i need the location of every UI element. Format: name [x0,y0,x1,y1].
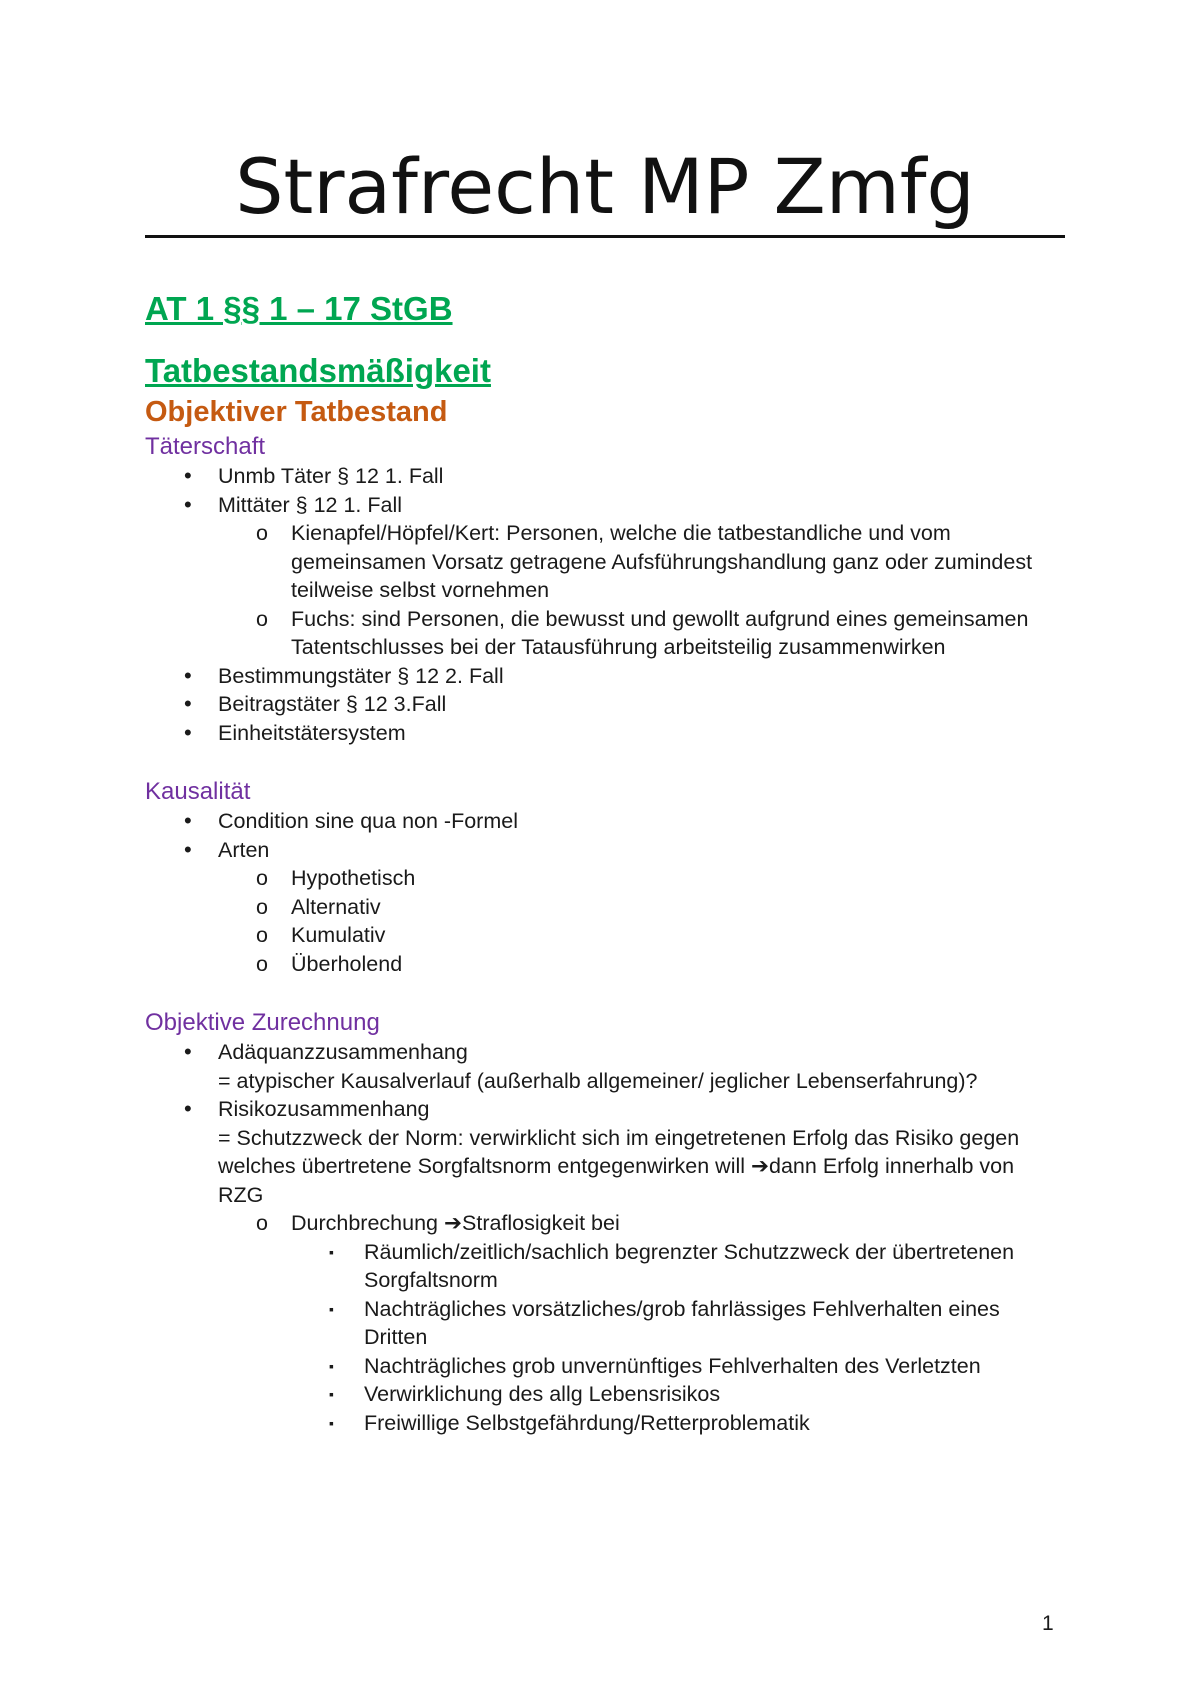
heading-objektiver-tatbestand: Objektiver Tatbestand [145,396,448,428]
page-number: 1 [1042,1612,1054,1635]
list-item-text [218,1124,1065,1210]
square-bullet-icon: ▪ [329,1357,334,1374]
document-title: Strafrecht MP Zmfg [145,143,1065,238]
list-item-title: Risikozusammenhang [218,1097,430,1121]
risiko-text-b: dann Erfolg innerhalb von RZG [218,1154,1015,1207]
list-item [145,719,1065,748]
durchbrechung-text-a: Durchbrechung [291,1211,444,1235]
circle-bullet-icon: o [256,606,268,631]
kausalitaet-list [145,807,1065,978]
circle-bullet-icon: o [256,521,268,545]
list-item-text: Überholend [291,951,403,976]
list-item-text: Alternativ [291,894,381,919]
heading-taeterschaft: Täterschaft [145,433,266,460]
list-item [145,1095,1065,1437]
list-item [291,1352,1065,1381]
arrow-right-icon: ➔ [443,1211,462,1235]
list-item [145,662,1065,691]
heading-kausalitaet: Kausalität [145,778,251,805]
list-item-text: Kumulativ [291,923,386,947]
arten-sublist [218,864,1065,978]
bullet-icon: • [184,1039,192,1064]
taeterschaft-list [145,462,1065,747]
durchbrechung-sublist [291,1238,1065,1438]
list-item [145,1038,1065,1095]
circle-bullet-icon: o [256,894,268,919]
list-item [291,1295,1065,1352]
list-item-text: Nachträgliches grob unvernünftiges Fehlverhalten des Verletzten [364,1353,981,1378]
list-item [218,1209,1065,1437]
list-item [218,864,1065,893]
list-item-text: Fuchs: sind Personen, die bewusst und gewollt aufgrund eines gemeinsamen Tatentschlusses bei der Tatausführung arbeitsteilig zusammenwirken [291,606,1029,659]
list-item-text: Condition sine qua non -Formel [218,809,518,833]
bullet-icon: • [184,662,192,688]
circle-bullet-icon: o [256,866,268,890]
list-item-title: Adäquanzzusammenhang [218,1040,468,1064]
square-bullet-icon: ▪ [329,1414,334,1431]
list-item [145,836,1065,979]
list-item [145,690,1065,719]
bullet-icon: • [184,491,192,517]
list-item-text: Arten [218,837,270,862]
square-bullet-icon: ▪ [329,1300,334,1317]
circle-bullet-icon: o [256,951,268,976]
circle-bullet-icon: o [256,923,268,947]
list-item [145,491,1065,662]
list-item-text: Nachträgliches vorsätzliches/grob fahrlässiges Fehlverhalten eines Dritten [364,1296,1000,1349]
list-item-text: Einheitstätersystem [218,720,406,745]
list-item [145,807,1065,836]
heading-objektive-zurechnung: Objektive Zurechnung [145,1009,380,1036]
durchbrechung-text-b: Straflosigkeit bei [462,1211,620,1235]
bullet-icon: • [184,836,192,862]
list-item-text: Beitragstäter § 12 3.Fall [218,692,447,716]
circle-bullet-icon: o [256,1211,268,1235]
zurechnung-list [145,1038,1065,1437]
square-bullet-icon: ▪ [329,1386,334,1402]
list-item [218,950,1065,979]
arrow-right-icon: ➔ [751,1154,770,1178]
risiko-sublist [218,1209,1065,1437]
list-item [218,921,1065,950]
list-item [291,1409,1065,1438]
heading-tatbestandsmaessigkeit: Tatbestandsmäßigkeit [145,352,491,389]
list-item [145,462,1065,491]
list-item-text: Unmb Täter § 12 1. Fall [218,464,444,488]
mittaeter-sublist [218,519,1065,662]
bullet-icon: • [184,691,192,716]
list-item-text: Hypothetisch [291,866,416,890]
document-page [145,0,1065,1698]
heading-at: AT 1 §§ 1 – 17 StGB [145,290,453,327]
bullet-icon: • [184,719,192,745]
list-item [291,1380,1065,1409]
square-bullet-icon: ▪ [329,1243,334,1260]
list-item-text: Räumlich/zeitlich/sachlich begrenzter Schutzzweck der übertretenen Sorgfaltsnorm [364,1239,1015,1292]
risiko-text-a: = Schutzzweck der Norm: verwirklicht sich im eingetretenen Erfolg das Risiko gegen welches übertretene Sorgfaltsnorm entgegenwirken will [218,1125,1020,1178]
list-item [218,605,1065,662]
list-item-text: Mittäter § 12 1. Fall [218,492,403,517]
list-item-text: = atypischer Kausalverlauf (außerhalb allgemeiner/ jeglicher Lebenserfahrung)? [218,1068,978,1093]
bullet-icon: • [184,808,192,833]
list-item [218,519,1065,605]
list-item [218,893,1065,922]
list-item-text: Freiwillige Selbstgefährdung/Retterproblematik [364,1410,810,1435]
list-item-text: Kienapfel/Höpfel/Kert: Personen, welche die tatbestandliche und vom gemeinsamen Vorsatz getragene Aufsführungshandlung ganz oder zumindest teilweise selbst vornehmen [291,521,1033,602]
list-item [291,1238,1065,1295]
bullet-icon: • [184,1096,192,1121]
list-item-text: Bestimmungstäter § 12 2. Fall [218,663,504,688]
list-item-text: Verwirklichung des allg Lebensrisikos [364,1382,721,1406]
bullet-icon: • [184,463,192,488]
